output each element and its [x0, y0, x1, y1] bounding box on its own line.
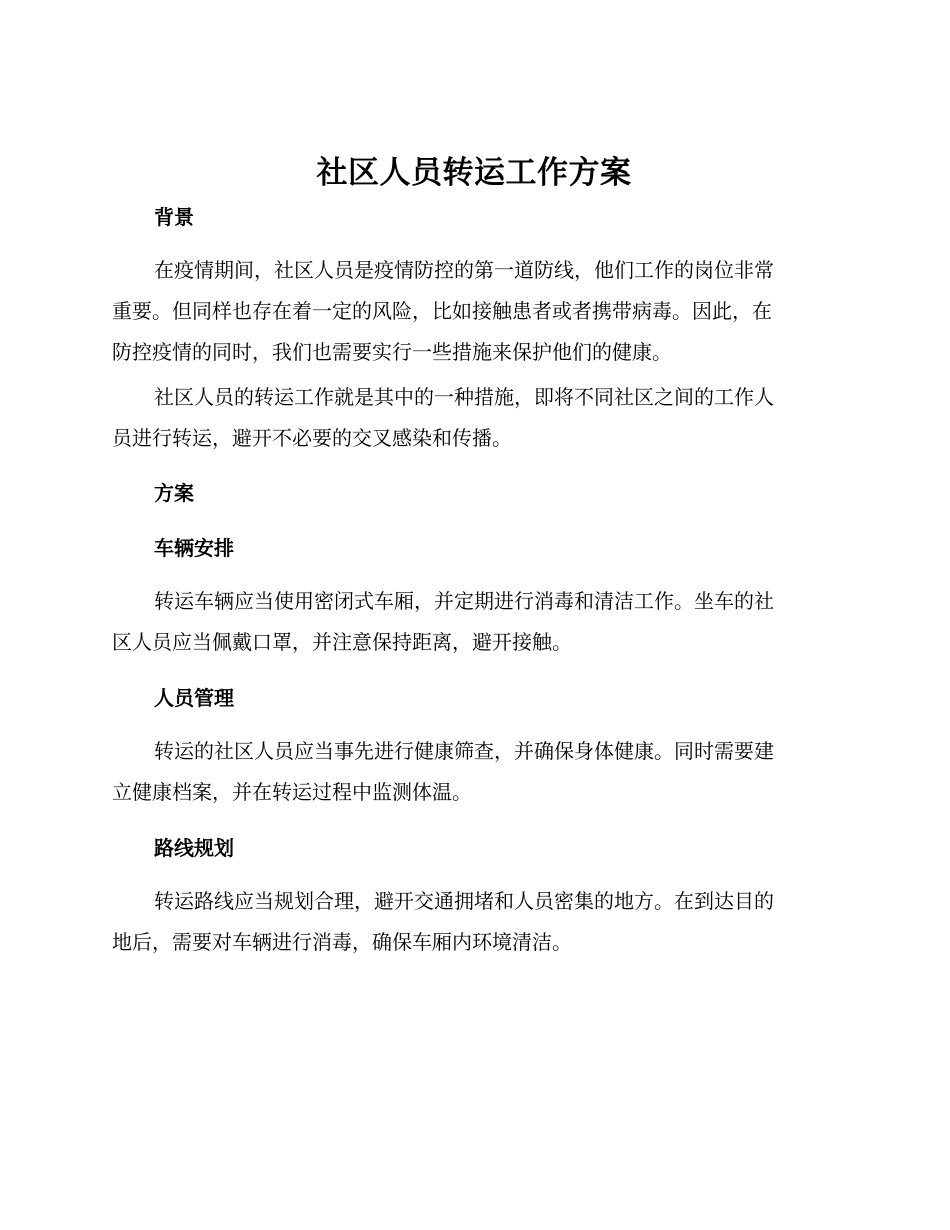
paragraph-vehicle-arrangement — [112, 581, 836, 663]
text-line: 转运的社区人员应当事先进行健康筛查，并确保身体健康。同时需要建 — [154, 739, 774, 763]
text-line: 区人员应当佩戴口罩，并注意保持距离，避开接触。 — [112, 630, 572, 654]
heading-vehicle-arrangement: 车辆安排 — [154, 536, 234, 560]
paragraph-background-2 — [112, 377, 836, 459]
heading-personnel-management: 人员管理 — [154, 686, 234, 710]
text-line: 防控疫情的同时，我们也需要实行一些措施来保护他们的健康。 — [112, 340, 672, 364]
paragraph-personnel-management — [112, 731, 836, 813]
text-line: 转运路线应当规划合理，避开交通拥堵和人员密集的地方。在到达目的 — [154, 889, 774, 913]
text-line: 地后，需要对车辆进行消毒，确保车厢内环境清洁。 — [112, 930, 572, 954]
text-line: 在疫情期间，社区人员是疫情防控的第一道防线，他们工作的岗位非常 — [154, 258, 774, 282]
text-line: 转运车辆应当使用密闭式车厢，并定期进行消毒和清洁工作。坐车的社 — [154, 589, 774, 613]
paragraph-background-1 — [112, 250, 836, 373]
heading-plan: 方案 — [154, 481, 194, 505]
heading-route-planning: 路线规划 — [154, 836, 234, 860]
document-title: 社区人员转运工作方案 — [316, 155, 632, 191]
text-line: 员进行转运，避开不必要的交叉感染和传播。 — [112, 426, 512, 450]
heading-background: 背景 — [154, 205, 194, 229]
paragraph-route-planning — [112, 881, 836, 963]
text-line: 重要。但同样也存在着一定的风险，比如接触患者或者携带病毒。因此，在 — [112, 299, 772, 323]
text-line: 立健康档案，并在转运过程中监测体温。 — [112, 780, 472, 804]
text-line: 社区人员的转运工作就是其中的一种措施，即将不同社区之间的工作人 — [154, 385, 774, 409]
